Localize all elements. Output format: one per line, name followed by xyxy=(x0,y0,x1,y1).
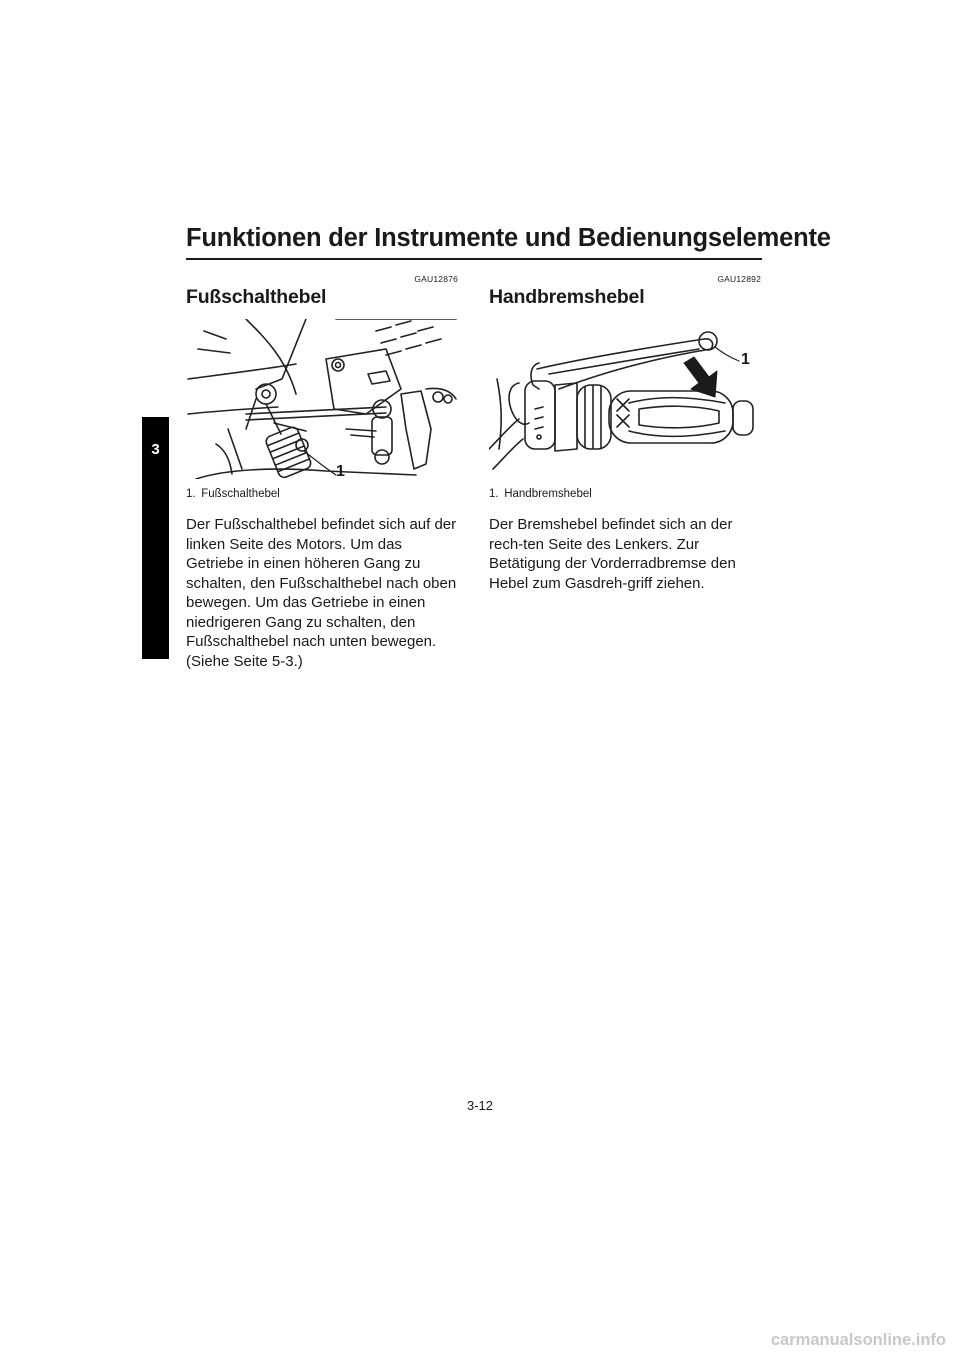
callout-number: 1 xyxy=(336,463,345,480)
body-paragraph: Der Bremshebel befindet sich an der rech-ten Seite des Lenkers. Zur Betätigung der Vorderradbremse den Hebel zum Gasdreh-griff ziehen. xyxy=(489,516,736,592)
title-rule xyxy=(186,258,762,260)
body-paragraph: Der Fußschalthebel befindet sich auf der linken Seite des Motors. Um das Getriebe in einen höheren Gang zu schalten, den Fußschalthebel nach oben bewegen. Um das Getriebe in einen niedrigeren Gang zu schalten, den Fußschalthebel nach unten bewegen. (Siehe Seite 5-3.) xyxy=(186,516,457,670)
section-fussschalthebel xyxy=(186,274,458,671)
page-number: 3-12 xyxy=(466,1098,494,1113)
chapter-number: 3 xyxy=(151,441,160,458)
section-heading: Handbremshebel xyxy=(489,286,645,308)
figure-caption xyxy=(489,487,761,501)
page-title: Funktionen der Instrumente und Bedienungselemente xyxy=(186,224,831,252)
caption-number: 1. xyxy=(186,488,196,500)
section-heading: Fußschalthebel xyxy=(186,286,327,308)
caption-text: Fußschalthebel xyxy=(201,488,280,500)
shift-pedal-illustration xyxy=(186,319,458,479)
caption-number: 1. xyxy=(489,488,499,500)
caption-text: Handbremshebel xyxy=(504,488,592,500)
brake-lever-illustration xyxy=(489,319,761,479)
callout-number: 1 xyxy=(741,351,750,368)
watermark: carmanualsonline.info xyxy=(770,1331,946,1349)
reference-code: GAU12892 xyxy=(717,274,761,284)
reference-code: GAU12876 xyxy=(414,274,458,284)
figure-caption xyxy=(186,487,458,501)
section-handbremshebel xyxy=(489,274,761,593)
